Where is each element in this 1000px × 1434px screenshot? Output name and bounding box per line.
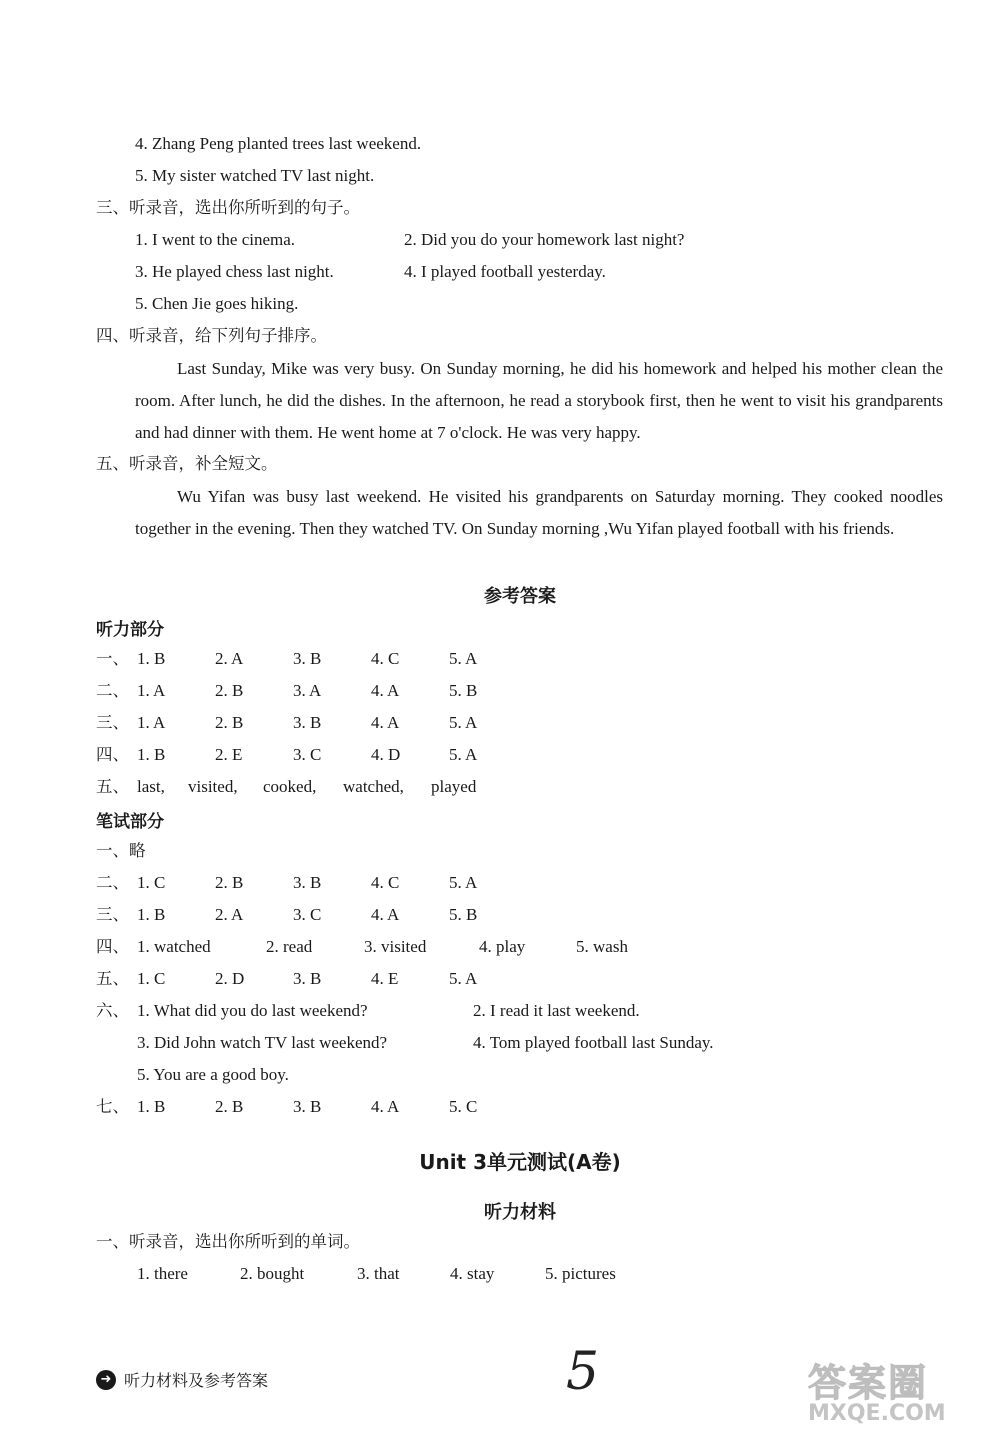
answer: 3. B xyxy=(293,1097,322,1116)
answer-word: played xyxy=(431,777,477,796)
section-3-title: 三、听录音，选出你所听到的句子。 xyxy=(96,198,360,217)
answer: 2. B xyxy=(215,873,244,892)
answer: 5. B xyxy=(449,905,478,924)
answer: 2. E xyxy=(215,745,243,764)
section-4-passage: Last Sunday, Mike was very busy. On Sunday morning, he did his homework and helped his mother clean the room. After lunch, he did the dishes. In the afternoon, he read a storybook first, then he went to visit his grandparents and had dinner with them. He went home at 7 o'clock. He was very happy. xyxy=(135,359,943,442)
unit-q1-title: 一、听录音，选出你所听到的单词。 xyxy=(96,1232,360,1251)
answer: 1. B xyxy=(137,1097,166,1116)
answer-word: visited, xyxy=(188,777,238,796)
answer: 5. A xyxy=(449,713,478,732)
section-4-title: 四、听录音，给下列句子排序。 xyxy=(96,326,327,345)
page-footer xyxy=(96,1368,268,1391)
sentence-5: 5. You are a good boy. xyxy=(137,1065,289,1084)
answer-word: 2. read xyxy=(266,937,313,956)
answer: 4. C xyxy=(371,873,400,892)
sentence-1: 1. What did you do last weekend? xyxy=(137,1001,368,1020)
answer: 2. B xyxy=(215,713,244,732)
answer-word: 3. visited xyxy=(364,937,427,956)
word-item: 5. pictures xyxy=(545,1264,616,1283)
answer: 2. B xyxy=(215,681,244,700)
writing-part-label: 笔试部分 xyxy=(96,812,164,832)
answer: 1. B xyxy=(137,745,166,764)
row-prefix: 五、 xyxy=(96,969,129,988)
row-prefix: 四、 xyxy=(96,937,129,956)
page-number: 5 xyxy=(566,1342,600,1402)
watermark-logo xyxy=(808,1352,988,1424)
answer: 5. A xyxy=(449,969,478,988)
answer: 5. A xyxy=(449,873,478,892)
footer-label: 听力材料及参考答案 xyxy=(124,1371,269,1390)
row-prefix: 三、 xyxy=(96,713,129,732)
answer: 3. B xyxy=(293,713,322,732)
writing-answer-row-1: 一、略 xyxy=(96,841,146,860)
answer: 1. A xyxy=(137,681,166,700)
section-5-passage: Wu Yifan was busy last weekend. He visited his grandparents on Saturday morning. They cooked noodles together in the evening. Then they watched TV. On Sunday morning ,Wu Yifan played football with his friends. xyxy=(135,487,943,538)
unit-title: Unit 3单元测试(A卷) xyxy=(419,1150,621,1174)
answer: 3. B xyxy=(293,873,322,892)
answer: 1. A xyxy=(137,713,166,732)
answers-heading: 参考答案 xyxy=(484,586,556,607)
answer: 4. A xyxy=(371,1097,400,1116)
answer: 5. B xyxy=(449,681,478,700)
answer-word: 1. watched xyxy=(137,937,211,956)
word-item: 3. that xyxy=(357,1264,400,1283)
answer: 5. A xyxy=(449,745,478,764)
sentence-2: 2. I read it last weekend. xyxy=(473,1001,640,1020)
s3-item-2: 2. Did you do your homework last night? xyxy=(404,230,685,249)
row-prefix: 三、 xyxy=(96,905,129,924)
s3-item-3: 3. He played chess last night. xyxy=(135,262,334,281)
answer: 4. D xyxy=(371,745,401,764)
answer: 3. B xyxy=(293,649,322,668)
answer: 4. A xyxy=(371,713,400,732)
answer: 2. A xyxy=(215,649,244,668)
answer-word: last, xyxy=(137,777,165,796)
answer-word: cooked, xyxy=(263,777,317,796)
answer-word: 5. wash xyxy=(576,937,628,956)
s3-item-1: 1. I went to the cinema. xyxy=(135,230,296,249)
listening-part-label: 听力部分 xyxy=(96,620,164,640)
answer: 2. B xyxy=(215,1097,244,1116)
answer: 1. C xyxy=(137,873,166,892)
word-item: 1. there xyxy=(137,1264,188,1283)
sentence-3: 3. Did John watch TV last weekend? xyxy=(137,1033,388,1052)
answer: 4. A xyxy=(371,905,400,924)
answer: 4. C xyxy=(371,649,400,668)
word-item: 2. bought xyxy=(240,1264,305,1283)
answer: 3. A xyxy=(293,681,322,700)
row-prefix: 一、 xyxy=(96,649,129,668)
answer: 3. C xyxy=(293,905,322,924)
answer: 2. A xyxy=(215,905,244,924)
s3-item-4: 4. I played football yesterday. xyxy=(404,262,606,281)
row-prefix: 二、 xyxy=(96,681,129,700)
answer: 5. A xyxy=(449,649,478,668)
listening-line-4: 4. Zhang Peng planted trees last weekend. xyxy=(135,134,422,153)
s3-item-5: 5. Chen Jie goes hiking. xyxy=(135,294,299,313)
row-prefix: 七、 xyxy=(96,1097,129,1116)
word-item: 4. stay xyxy=(450,1264,495,1283)
watermark-title: 答案圈 xyxy=(808,1361,929,1405)
answer: 2. D xyxy=(215,969,245,988)
answer: 4. A xyxy=(371,681,400,700)
arrow-right-icon: ➜ xyxy=(96,1370,116,1390)
answer: 4. E xyxy=(371,969,399,988)
answer: 1. C xyxy=(137,969,166,988)
answer: 3. B xyxy=(293,969,322,988)
answer-word: watched, xyxy=(343,777,404,796)
row-prefix: 六、 xyxy=(96,1001,129,1020)
answer: 3. C xyxy=(293,745,322,764)
answer: 5. C xyxy=(449,1097,478,1116)
row-prefix: 五、 xyxy=(96,777,129,796)
answer: 1. B xyxy=(137,649,166,668)
listening-line-5: 5. My sister watched TV last night. xyxy=(135,166,375,185)
answer-word: 4. play xyxy=(479,937,526,956)
row-prefix: 二、 xyxy=(96,873,129,892)
row-prefix: 四、 xyxy=(96,745,129,764)
section-5-title: 五、听录音，补全短文。 xyxy=(96,454,278,473)
watermark-url: MXQE.COM xyxy=(808,1401,946,1426)
listening-material-heading: 听力材料 xyxy=(484,1202,556,1223)
sentence-4: 4. Tom played football last Sunday. xyxy=(473,1033,714,1052)
answer: 1. B xyxy=(137,905,166,924)
